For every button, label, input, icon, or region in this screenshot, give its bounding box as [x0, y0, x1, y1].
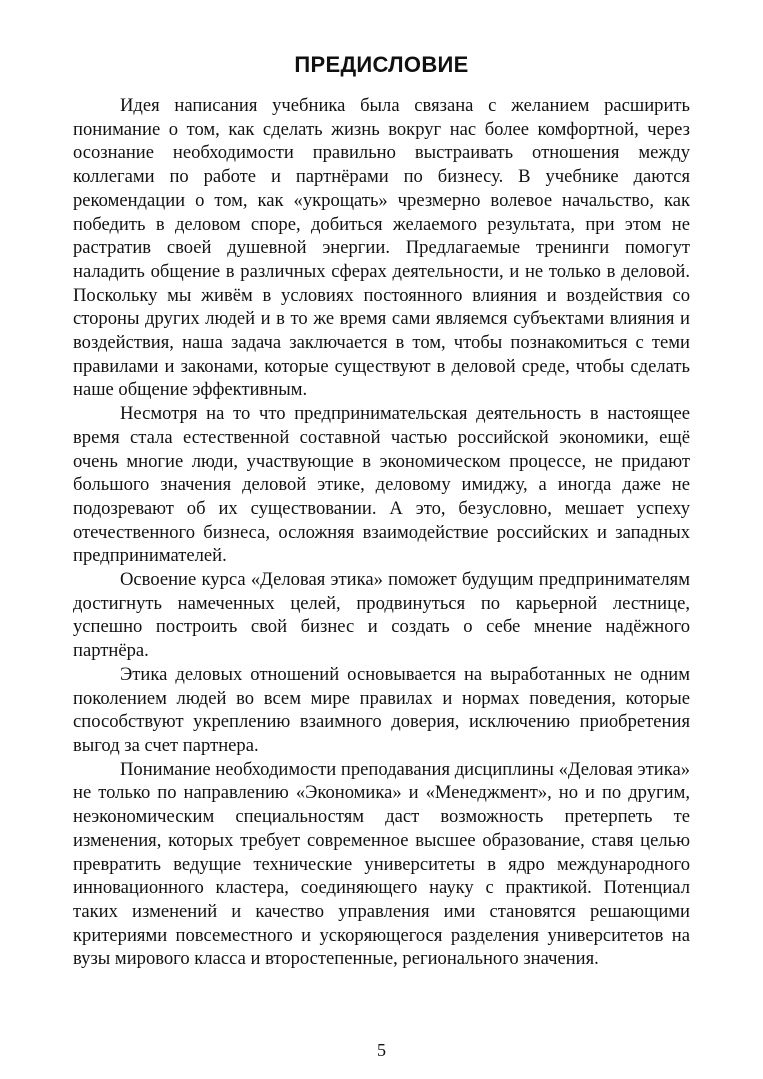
- paragraph-1: Идея написания учебника была связана с желанием расширить понимание о том, как сделать жизнь вокруг нас более комфортной, через осознание необходимости правильно выстраивать отношения между коллегами по работе и партнёрами по бизнесу. В учебнике даются рекомендации о том, как «укрощать» чрезмерно волевое начальство, как победить в деловом споре, добиться желаемого результата, при этом не растратив своей душевной энергии. Предлагаемые тренинги помогут наладить общение в различных сферах деятельности, и не только в деловой. Поскольку мы живём в условиях постоянного влияния и воздействия со стороны других людей и в то же время сами являемся субъектами влияния и воздействия, наша задача заключается в том, чтобы познакомиться с теми правилами и законами, которые существуют в деловой среде, чтобы сделать наше общение эффективным.: [73, 95, 690, 401]
- paragraph-3: Освоение курса «Деловая этика» поможет будущим предпринимателям достигнуть намеченных целей, продвинуться по карьерной лестнице, успешно построить свой бизнес и создать о себе мнение надёжного партнёра.: [73, 569, 690, 662]
- page-number: 5: [377, 1040, 386, 1060]
- paragraph-4: Этика деловых отношений основывается на выработанных не одним поколением людей во всем мире правилах и нормах поведения, которые способствуют укреплению взаимного доверия, исключению приобретения выгод за счет партнера.: [73, 663, 690, 756]
- paragraph-5: Понимание необходимости преподавания дисциплины «Деловая этика» не только по направлению «Экономика» и «Менеджмент», но и по другим, неэкономическим специальностям даст возможность претерпеть те изменения, которых требует современное высшее образование, ставя целью превратить ведущие технические университеты в ядро международного инновационного кластера, соединяющего науку с практикой. Потенциал таких изменений и качество управления ими становятся решающими критериями повсеместного и ускоряющегося разделения университетов на вузы мирового класса и второстепенные, регионального значения.: [73, 758, 690, 970]
- page-content: [73, 52, 690, 971]
- paragraph-2: Несмотря на то что предпринимательская деятельность в настоящее время стала естественной составной частью российской экономики, ещё очень многие люди, участвующие в экономическом процессе, не придают большого значения деловой этике, деловому имиджу, а иногда даже не подозревают об их существовании. А это, безусловно, мешает успеху отечественного бизнеса, осложняя взаимодействие российских и западных предпринимателей.: [73, 403, 690, 567]
- page-title: ПРЕДИСЛОВИЕ: [294, 52, 469, 77]
